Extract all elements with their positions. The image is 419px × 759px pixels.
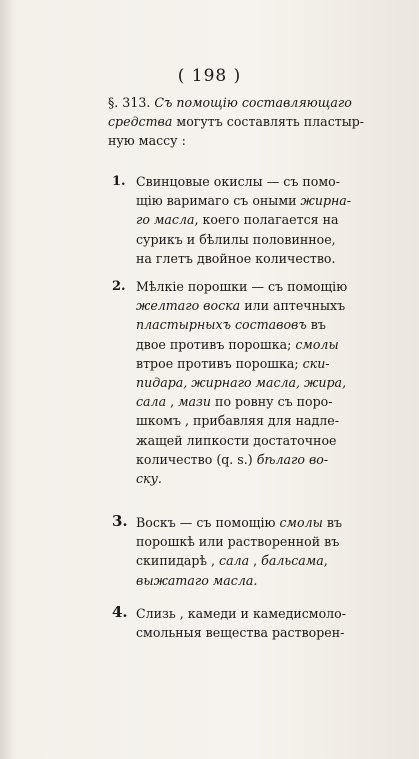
- item-line: [136, 604, 411, 623]
- page-number: ( 198 ): [177, 66, 242, 86]
- body-text: въ: [322, 515, 342, 530]
- item-line: [136, 172, 411, 191]
- item-line: [136, 551, 411, 570]
- list-item-1: [112, 172, 411, 268]
- emphasis-text: ски-: [302, 355, 330, 371]
- item-line: [136, 431, 411, 450]
- item-line: [136, 373, 411, 392]
- body-text: скипидарѣ ,: [136, 553, 220, 569]
- item-line: [136, 277, 411, 296]
- item-line: [136, 296, 411, 315]
- intro-line-3: ную массу :: [108, 133, 186, 148]
- body-text: порошкѣ или растворенной въ: [136, 534, 340, 550]
- item-body: [136, 604, 411, 642]
- body-text: щію варимаго съ оными: [136, 193, 301, 209]
- emphasis-text: бальсама: [261, 553, 324, 569]
- item-line: [136, 354, 411, 373]
- body-text: Слизь , камеди и камедисмоло-: [136, 606, 346, 621]
- emphasis-text: мази: [178, 394, 212, 410]
- item-number: 1.: [112, 174, 126, 189]
- emphasis-text: выжатаго масла.: [136, 572, 258, 588]
- item-line: [136, 230, 411, 249]
- emphasis-text: жирна-: [300, 193, 352, 209]
- body-text: по ровну съ поро-: [211, 394, 333, 410]
- intro-line-2: [108, 112, 398, 131]
- item-line: [136, 571, 411, 590]
- body-text: сурикъ и бѣлилы половинное,: [136, 231, 336, 247]
- emphasis-text: смолы: [295, 336, 339, 352]
- emphasis-text: сала: [136, 394, 167, 410]
- emphasis-text: пидара, жирнаго масла, жира,: [136, 375, 347, 391]
- body-text: ,: [249, 553, 262, 569]
- emphasis-text: желтаго воска: [136, 298, 241, 314]
- body-text: Мѣлкіе порошки — съ помощію: [136, 279, 348, 294]
- body-text: двое противъ порошка;: [136, 336, 296, 352]
- body-text: въ: [306, 317, 326, 333]
- section-mark: §. 313.: [108, 95, 155, 110]
- item-line: [136, 210, 411, 229]
- item-line: [136, 469, 411, 488]
- body-text: жащей липкости достаточное: [136, 432, 337, 448]
- body-text: Свинцовые окислы — съ помо-: [136, 174, 340, 189]
- item-line: [136, 315, 411, 334]
- item-line: [136, 623, 411, 642]
- item-line: [136, 335, 411, 354]
- list-item-2: [112, 277, 411, 488]
- item-body: [136, 513, 411, 590]
- body-text: Воскъ — съ помощію: [136, 515, 280, 530]
- emphasis-text: бѣлаго во-: [256, 451, 329, 467]
- item-number: 3.: [112, 512, 128, 530]
- item-number: 4.: [112, 603, 128, 621]
- intro-text-2: могутъ составлять пластыр-: [172, 114, 365, 129]
- emphasis-text: ску.: [136, 471, 162, 487]
- item-number: 2.: [112, 279, 126, 294]
- emphasis-text: смолы: [279, 515, 323, 530]
- body-text: количество (q. s.): [136, 451, 257, 467]
- body-text: смольныя вещества растворен-: [136, 625, 345, 641]
- item-line: [136, 532, 411, 551]
- body-text: ,: [323, 553, 328, 569]
- emphasis-text: пластырныхъ составовъ: [136, 317, 307, 333]
- body-text: шкомъ , прибавляя для надле-: [136, 413, 339, 429]
- section-intro: [108, 93, 398, 150]
- body-text: ,: [166, 394, 179, 410]
- item-line: [136, 450, 411, 469]
- intro-emphasis-2: средства: [108, 114, 173, 129]
- list-item-4: [112, 603, 411, 642]
- body-text: , коего полагается на: [194, 212, 339, 228]
- body-text: втрое противъ порошка;: [136, 355, 303, 371]
- item-line: [136, 392, 411, 411]
- item-line: [136, 191, 411, 210]
- intro-emphasis-1: Съ помощію составляющаго: [154, 95, 352, 110]
- intro-line-1: [108, 93, 398, 112]
- body-text: на глетъ двойное количество.: [136, 250, 336, 266]
- emphasis-text: сала: [219, 553, 250, 569]
- item-line: [136, 249, 411, 268]
- emphasis-text: го масла: [136, 212, 195, 228]
- list-item-3: [112, 512, 411, 590]
- item-line: [136, 513, 411, 532]
- item-body: [136, 277, 411, 488]
- body-text: или аптечныхъ: [240, 298, 346, 314]
- item-body: [136, 172, 411, 268]
- item-line: [136, 411, 411, 430]
